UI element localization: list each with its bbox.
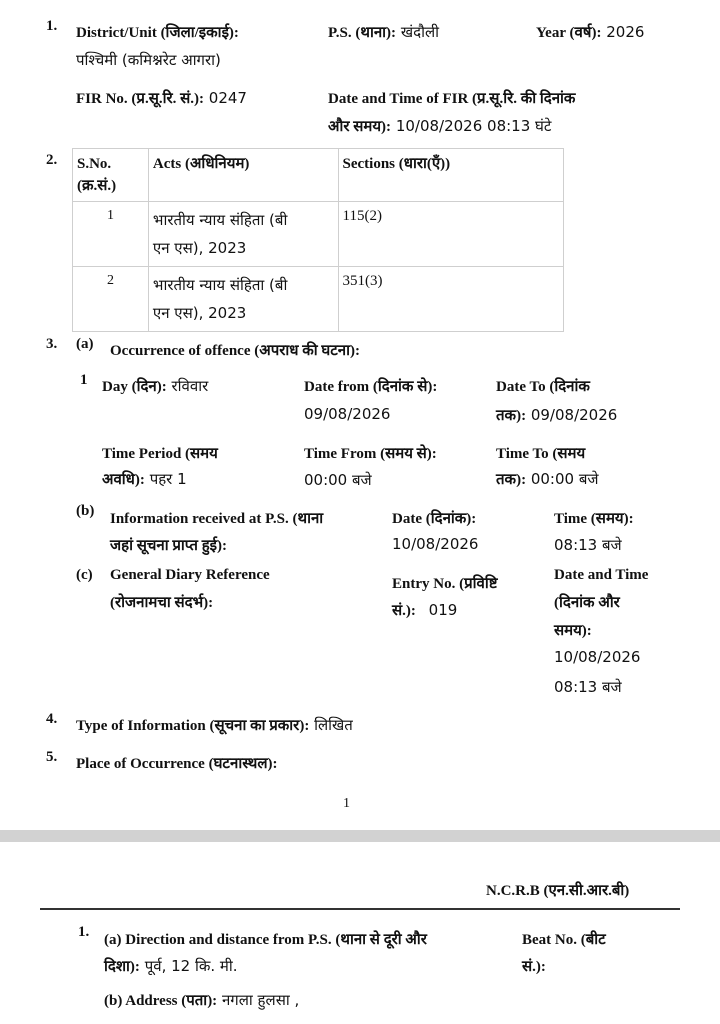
gd-datetime-label: Date and Time: [554, 567, 649, 583]
page2-section-1-number: 1.: [78, 924, 90, 940]
info-received-label: Information received at P.S. (थाना: [110, 511, 324, 527]
info-date-label: Date (दिनांक):: [392, 511, 477, 527]
gd-datetime-label-3: समय):: [554, 623, 592, 639]
date-from-label: Date from (दिनांक से):: [304, 379, 438, 395]
direction-distance-value: पूर्व, 12 कि. मी.: [144, 957, 238, 975]
fir-datetime-label-2: और समय):: [328, 119, 392, 135]
row-section: 351(3): [338, 267, 563, 332]
time-period-label-2: अवधि):: [102, 472, 145, 488]
district-value: पश्चिमी (कमिश्नरेट आगरा): [76, 51, 221, 69]
ps-field: [328, 22, 439, 42]
date-to-value: 09/08/2026: [530, 406, 618, 424]
time-period-field: [102, 469, 187, 489]
day-value: रविवार: [171, 377, 209, 395]
date-to-label-2: तक):: [496, 408, 527, 424]
entry-no-label: Entry No. (प्रविष्टि: [392, 576, 498, 592]
section-5-number: 5.: [46, 749, 58, 765]
fir-field: [76, 88, 247, 108]
day-field: [102, 376, 208, 396]
fir-label: FIR No. (प्र.सू.रि. सं.):: [76, 91, 204, 107]
section-1-number: 1.: [46, 18, 58, 34]
direction-distance-label-2: दिशा):: [104, 959, 140, 975]
info-time-label: Time (समय):: [554, 511, 634, 527]
fir-datetime-field: [328, 116, 551, 136]
header-sections: Sections (धारा(एँ)): [338, 149, 563, 202]
place-of-occurrence-label: Place of Occurrence (घटनास्थल):: [76, 756, 278, 772]
entry-no-value: 019: [428, 601, 458, 619]
ps-value: खंदौली: [400, 23, 440, 41]
info-received-sublabel-b: (b): [76, 503, 95, 519]
occurrence-sublabel-a: (a): [76, 336, 94, 352]
date-from-value: 09/08/2026: [304, 405, 391, 423]
address-field: [104, 990, 299, 1010]
acts-table-header: [73, 149, 564, 202]
header-sno-line1: S.No.: [77, 156, 112, 172]
year-field: [536, 22, 644, 42]
fir-datetime-value: 10/08/2026 08:13 घंटे: [395, 117, 552, 135]
day-label: Day (दिन):: [102, 379, 167, 395]
row-sno: 1: [73, 202, 149, 267]
page-number: 1: [343, 796, 350, 811]
table-row: [73, 267, 564, 332]
fir-datetime-label: Date and Time of FIR (प्र.सू.रि. की दिनांक: [328, 91, 576, 107]
info-type-value: लिखित: [314, 716, 353, 734]
gd-time-value: 08:13 बजे: [554, 678, 622, 696]
section-2-number: 2.: [46, 152, 58, 168]
gd-reference-label: General Diary Reference: [110, 567, 270, 583]
direction-distance-field: [104, 956, 238, 976]
entry-no-label-2: सं.):: [392, 603, 416, 619]
time-to-value: 00:00 बजे: [530, 470, 599, 488]
time-period-label: Time Period (समय: [102, 446, 218, 462]
ps-label: P.S. (थाना):: [328, 25, 397, 41]
occurrence-title: Occurrence of offence (अपराध की घटना):: [110, 343, 360, 359]
row-section: 115(2): [338, 202, 563, 267]
time-from-value: 00:00 बजे: [304, 471, 372, 489]
row-act: [148, 202, 338, 267]
row-sno: 2: [73, 267, 149, 332]
page-separator: [0, 830, 720, 842]
entry-no-field: [392, 600, 457, 620]
time-to-label: Time To (समय: [496, 446, 586, 462]
info-date-value: 10/08/2026: [392, 535, 479, 553]
gd-datetime-label-2: (दिनांक और: [554, 595, 620, 611]
district-label: District/Unit (जिला/इकाई):: [76, 25, 239, 41]
info-type-label: Type of Information (सूचना का प्रकार):: [76, 718, 310, 734]
row-act: [148, 267, 338, 332]
time-from-label: Time From (समय से):: [304, 446, 437, 462]
header-sno-line2: (क्र.सं.): [77, 178, 117, 194]
year-label: Year (वर्ष):: [536, 25, 602, 41]
time-to-label-2: तक):: [496, 472, 527, 488]
ncrb-header: N.C.R.B (एन.सी.आर.बी): [486, 883, 630, 899]
gd-reference-label-2: (रोजनामचा संदर्भ):: [110, 595, 214, 611]
date-to-label: Date To (दिनांक: [496, 379, 590, 395]
address-value: नगला हुलसा ,: [221, 991, 300, 1009]
row-act-line2: एन एस), 2023: [152, 239, 247, 257]
beat-no-label-2: सं.):: [522, 959, 546, 975]
fir-value: 0247: [208, 89, 247, 107]
time-to-field: [496, 469, 599, 489]
header-sno: [73, 149, 149, 202]
beat-no-label: Beat No. (बीट: [522, 932, 606, 948]
info-received-label-2: जहां सूचना प्राप्त हुई):: [110, 538, 228, 554]
row-act-line2: एन एस), 2023: [152, 304, 247, 322]
year-value: 2026: [606, 23, 645, 41]
header-divider: [40, 908, 680, 910]
section-3-number: 3.: [46, 336, 58, 352]
row-act-line1: भारतीय न्याय संहिता (बी: [152, 211, 288, 229]
table-row: [73, 202, 564, 267]
gd-date-value: 10/08/2026: [554, 648, 641, 666]
address-label: (b) Address (पता):: [104, 993, 218, 1009]
info-type-field: [76, 715, 353, 735]
direction-distance-label: (a) Direction and distance from P.S. (थाना से दूरी और: [104, 932, 427, 948]
date-to-field: [496, 405, 617, 425]
header-acts: Acts (अधिनियम): [148, 149, 338, 202]
info-time-value: 08:13 बजे: [554, 536, 622, 554]
section-4-number: 4.: [46, 711, 58, 727]
acts-table: [72, 148, 564, 332]
row-act-line1: भारतीय न्याय संहिता (बी: [152, 276, 288, 294]
time-period-value: पहर 1: [149, 470, 187, 488]
gd-reference-sublabel-c: (c): [76, 567, 93, 583]
occurrence-item-number: 1: [80, 372, 88, 388]
